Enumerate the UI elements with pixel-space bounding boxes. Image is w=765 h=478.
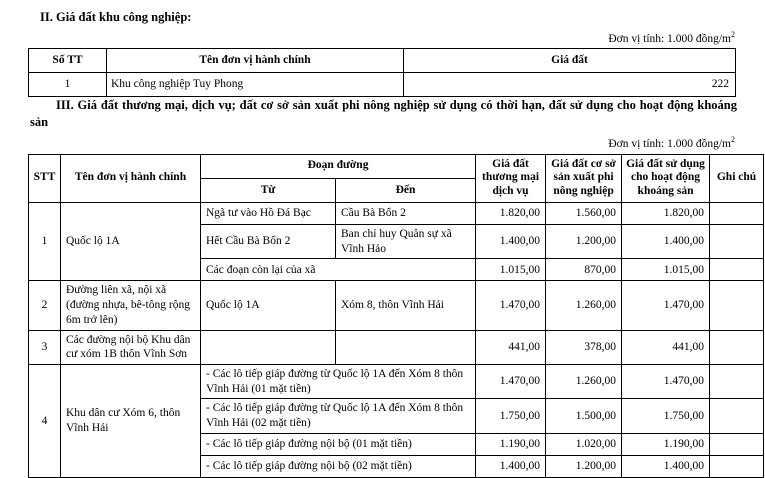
cell-commercial-price: 1.470,00 [476,365,546,399]
column-header-stt: STT [29,154,61,202]
cell-production-price: 1.200,00 [546,455,622,477]
cell-commercial-price: 1.470,00 [476,281,546,330]
cell-road-section: - Các lô tiếp giáp đường từ Quốc lộ 1A đến Xóm 8 thôn Vĩnh Hải (02 mặt tiền) [201,399,476,433]
industrial-land-price-table [28,48,736,97]
cell-mineral-price: 1.470,00 [622,281,710,330]
cell-note [710,225,764,259]
table-row [29,330,764,364]
commercial-table-body [29,203,764,478]
column-header-price: Giá đất [404,48,736,72]
section-iii-unit-text: Đơn vị tính: 1.000 đồng/m [608,137,731,150]
cell-admin-unit: Các đường nội bộ Khu dân cư xóm 1B thôn Vĩnh Sơn [61,330,201,364]
table-header-row-top [29,154,764,178]
cell-commercial-price: 441,00 [476,330,546,364]
cell-production-price: 378,00 [546,330,622,364]
cell-admin-unit: Quốc lộ 1A [61,203,201,281]
column-header-admin-unit: Tên đơn vị hành chính [107,48,404,72]
cell-stt: 3 [29,330,61,364]
cell-note [710,281,764,330]
section-iii-unit-note [0,134,765,150]
section-iii-heading [0,97,765,131]
cell-note [710,365,764,399]
cell-commercial-price: 1.820,00 [476,203,546,225]
section-ii-heading: II. Giá đất khu công nghiệp: [40,10,192,24]
column-header-production-price: Giá đất cơ sở sản xuất phi nông nghiệp [546,154,622,202]
section-ii-unit-text: Đơn vị tính: 1.000 đồng/m [608,32,731,45]
cell-mineral-price: 1.400,00 [622,225,710,259]
cell-from: Quốc lộ 1A [201,281,336,330]
cell-production-price: 1.260,00 [546,365,622,399]
cell-admin-unit: Khu công nghiệp Tuy Phong [107,72,404,96]
cell-production-price: 1.260,00 [546,281,622,330]
cell-mineral-price: 1.400,00 [622,455,710,477]
column-header-from: Từ [201,178,336,202]
cell-to [336,330,476,364]
cell-commercial-price: 1.400,00 [476,455,546,477]
cell-note [710,259,764,281]
section-ii-unit-note [0,30,765,45]
table-header-row [29,48,736,72]
column-header-mineral-price: Giá đất sử dụng cho hoạt động khoáng sản [622,154,710,202]
cell-price: 222 [404,72,736,96]
cell-stt: 4 [29,365,61,478]
cell-stt: 2 [29,281,61,330]
cell-road-section: - Các lô tiếp giáp đường từ Quốc lộ 1A đến Xóm 8 thôn Vĩnh Hải (01 mặt tiền) [201,365,476,399]
table-row [29,365,764,399]
cell-from: Hết Cầu Bà Bổn 2 [201,225,336,259]
section-iii-heading-line1: III. Giá đất thương mại, dịch vụ; đất cơ sở sản xuất phi nông nghiệp sử dụng có thời hạn, đất sử dụng cho hoạt [56,97,664,112]
cell-commercial-price: 1.190,00 [476,433,546,455]
cell-note [710,399,764,433]
commercial-land-price-table [28,154,764,478]
cell-to: Xóm 8, thôn Vĩnh Hải [336,281,476,330]
cell-to: Cầu Bà Bổn 2 [336,203,476,225]
cell-road-section: - Các lô tiếp giáp đường nội bộ (02 mặt tiền) [201,455,476,477]
cell-admin-unit: Đường liên xã, nội xã (đường nhựa, bê-tông rộng 6m trở lên) [61,281,201,330]
cell-note [710,330,764,364]
cell-commercial-price: 1.400,00 [476,225,546,259]
section-iii-heading-line2: động khoáng sản [30,97,738,129]
cell-mineral-price: 1.190,00 [622,433,710,455]
cell-from [201,330,336,364]
cell-mineral-price: 1.470,00 [622,365,710,399]
column-header-road-section: Đoạn đường [201,154,476,178]
cell-admin-unit: Khu dân cư Xóm 6, thôn Vĩnh Hải [61,365,201,478]
cell-mineral-price: 441,00 [622,330,710,364]
cell-commercial-price: 1.750,00 [476,399,546,433]
document-page [0,9,765,473]
cell-production-price: 870,00 [546,259,622,281]
column-header-note: Ghi chú [710,154,764,202]
cell-production-price: 1.500,00 [546,399,622,433]
cell-mineral-price: 1.750,00 [622,399,710,433]
cell-mineral-price: 1.820,00 [622,203,710,225]
column-header-admin-unit: Tên đơn vị hành chính [61,154,201,202]
cell-road-section: Các đoạn còn lại của xã [201,259,476,281]
cell-to: Ban chỉ huy Quân sự xã Vĩnh Hảo [336,225,476,259]
column-header-commercial-price: Giá đất thương mại dịch vụ [476,154,546,202]
column-header-to: Đến [336,178,476,202]
cell-from: Ngã tư vào Hồ Đá Bạc [201,203,336,225]
cell-mineral-price: 1.015,00 [622,259,710,281]
cell-production-price: 1.020,00 [546,433,622,455]
cell-note [710,203,764,225]
cell-note [710,433,764,455]
cell-commercial-price: 1.015,00 [476,259,546,281]
cell-road-section: - Các lô tiếp giáp đường nội bộ (01 mặt tiền) [201,433,476,455]
cell-stt: 1 [29,72,107,96]
cell-production-price: 1.560,00 [546,203,622,225]
column-header-stt: Số TT [29,48,107,72]
table-row [29,203,764,225]
cell-stt: 1 [29,203,61,281]
section-ii-unit-exponent: 2 [731,30,735,40]
section-iii-unit-exponent: 2 [731,134,735,144]
table-row [29,72,736,96]
cell-production-price: 1.200,00 [546,225,622,259]
table-row [29,281,764,330]
